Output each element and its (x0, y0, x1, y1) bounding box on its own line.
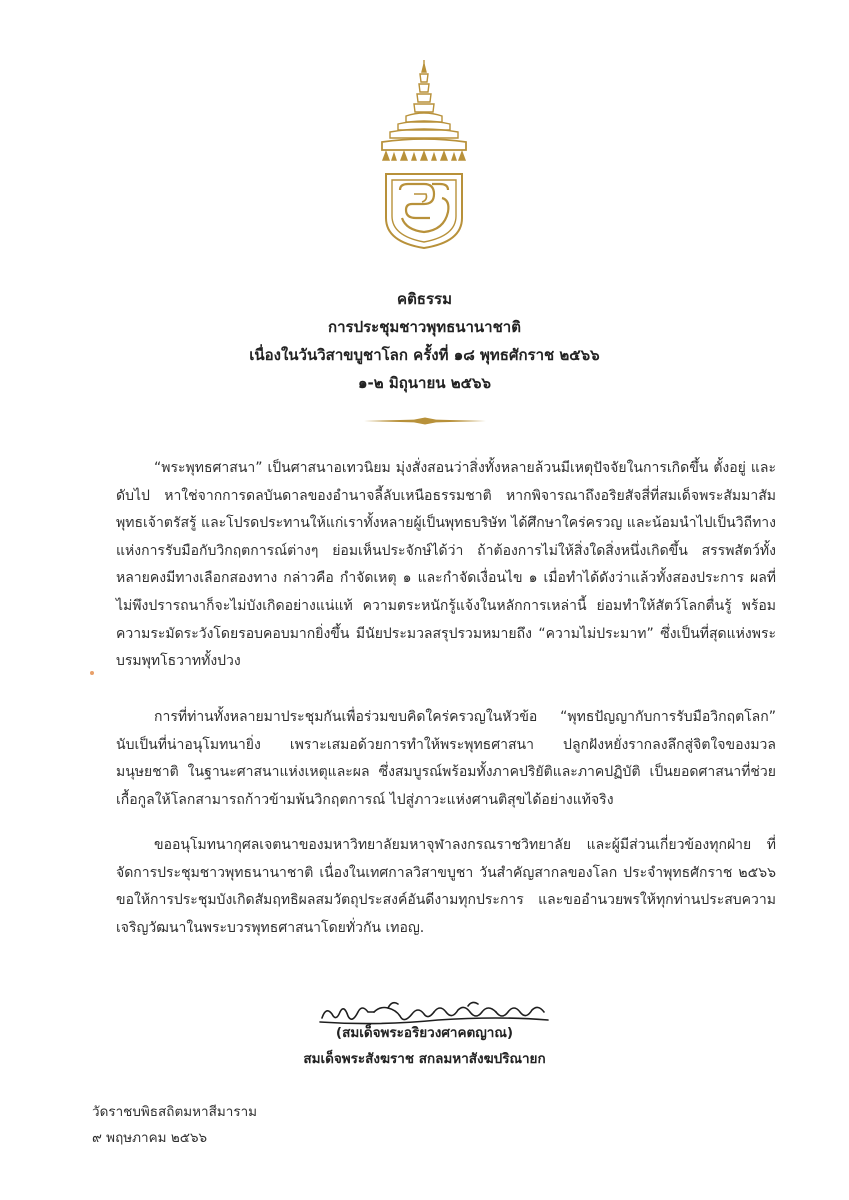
event-title: การประชุมชาวพุทธนานาชาติ (328, 318, 521, 336)
body-paragraph-1: “พระพุทธศาสนา” เป็นศาสนาอเทวนิยม มุ่งสั่งสอนว่าสิ่งทั้งหลายล้วนมีเหตุปัจจัยในการเกิดขึ้น ตั้งอยู่ และดับไป หาใช่จากการดลบันดาลของอำนาจลี้ลับเหนือธรรมชาติ หากพิจารณาถึงอริยสัจสี่ที่สมเด็จพระสัมมาสัมพุทธเจ้าตรัสรู้ และโปรดประทานให้แก่เราทั้งหลายผู้เป็นพุทธบริษัท ได้ศึกษาใคร่ครวญ และน้อมนำไปเป็นวิถีทางแห่งการรับมือกับวิกฤตการณ์ต่างๆ ย่อมเห็นประจักษ์ได้ว่า ถ้าต้องการไม่ให้สิ่งใดสิ่งหนึ่งเกิดขึ้น สรรพสัตว์ทั้งหลายคงมีทางเลือกสองทาง กล่าวคือ กำจัดเหตุ ๑ และกำจัดเงื่อนไข ๑ เมื่อทำได้ดังว่าแล้วทั้งสองประการ ผลที่ไม่พึงปรารถนาก็จะไม่บังเกิดอย่างแน่แท้ ความตระหนักรู้แจ้งในหลักการเหล่านี้ ย่อมทำให้สัตว์โลกตื่นรู้ พร้อมความระมัดระวังโดยรอบคอบมากยิ่งขึ้น มีนัยประมวลสรุปรวมหมายถึง “ความไม่ประมาท” ซึ่งเป็นที่สุดแห่งพระบรมพุทโธวาททั้งปวง (116, 460, 776, 670)
signatory-title: สมเด็จพระสังฆราช สกลมหาสังฆปริณายก (303, 1051, 546, 1067)
royal-emblem-icon (372, 58, 476, 250)
body-paragraph-3: ขออนุโมทนากุศลเจตนาของมหาวิทยาลัยมหาจุฬาลงกรณราชวิทยาลัย และผู้มีส่วนเกี่ยวข้องทุกฝ่าย ที่จัดการประชุมชาวพุทธนานาชาติ เนื่องในเทศกาลวิสาขบูชา วันสำคัญสากลของโลก ประจำพุทธศักราช ๒๕๖๖ ขอให้การประชุมบังเกิดสัมฤทธิผลสมวัตถุประสงค์อันดีงามทุกประการ และขออำนวยพรให้ทุกท่านประสบความเจริญวัฒนาในพระบวรพุทธศาสนาโดยทั่วกัน เทอญ. (116, 837, 776, 936)
body-paragraph-2: การที่ท่านทั้งหลายมาประชุมกันเพื่อร่วมขบคิดใคร่ครวญในหัวข้อ “พุทธปัญญากับการรับมือวิกฤตโลก” นับเป็นที่น่าอนุโมทนายิ่ง เพราะเสมอด้วยการทำให้พระพุทธศาสนา ปลูกฝังหยั่งรากลงลึกสู่จิตใจของมวลมนุษยชาติ ในฐานะศาสนาแห่งเหตุและผล ซึ่งสมบูรณ์พร้อมทั้งภาคปริยัติและภาคปฏิบัติ เป็นยอดศาสนาที่ช่วยเกื้อกูลให้โลกสามารถก้าวข้ามพ้นวิกฤตการณ์ ไปสู่ภาวะแห่งศานติสุขได้อย่างแท้จริง (116, 709, 776, 808)
ornamental-divider (364, 417, 486, 425)
signatory-name: (สมเด็จพระอริยวงศาคตญาณ) (335, 1025, 514, 1041)
event-subtitle: เนื่องในวันวิสาขบูชาโลก ครั้งที่ ๑๘ พุทธศักราช ๒๕๖๖ (249, 346, 600, 364)
scan-mark (90, 671, 94, 675)
document-heading: คติธรรม (397, 290, 452, 308)
issue-place: วัดราชบพิธสถิตมหาสีมาราม (92, 1104, 258, 1120)
event-dates: ๑-๒ มิถุนายน ๒๕๖๖ (357, 374, 492, 392)
issue-date: ๙ พฤษภาคม ๒๕๖๖ (92, 1130, 208, 1146)
